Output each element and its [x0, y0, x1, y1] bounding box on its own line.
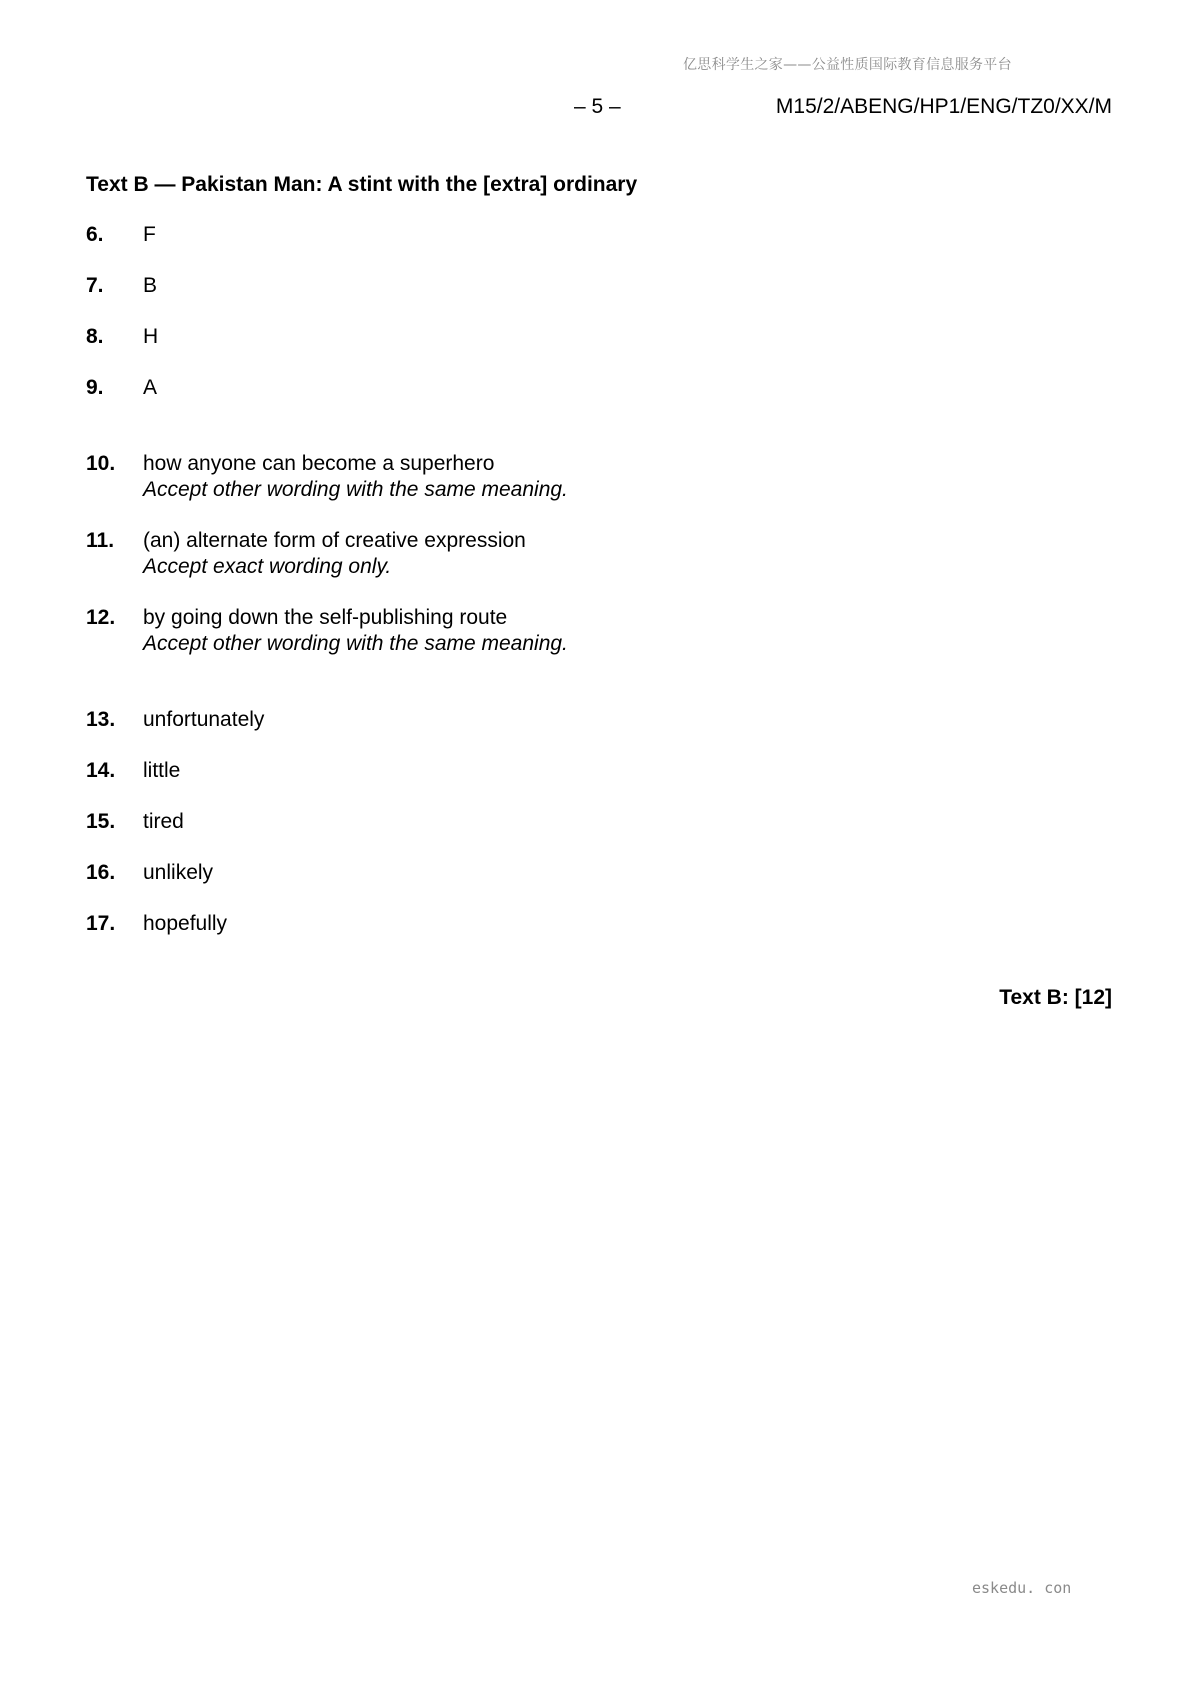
- answer-text: by going down the self-publishing route: [143, 606, 508, 629]
- question-number: 8.: [86, 325, 104, 348]
- answer-body: [143, 528, 1106, 580]
- answer-item: [86, 222, 1106, 248]
- question-number: 15.: [86, 810, 116, 833]
- answer-body: [143, 605, 1106, 657]
- answer-item: [86, 809, 1106, 835]
- answer-text: hopefully: [143, 912, 228, 935]
- answer-item: [86, 375, 1106, 401]
- answer-item: [86, 273, 1106, 299]
- section-heading: Text B — Pakistan Man: A stint with the [extra] ordinary: [86, 173, 638, 196]
- page-number: – 5 –: [574, 95, 621, 118]
- question-number: 17.: [86, 912, 116, 935]
- marking-note: Accept exact wording only.: [143, 555, 392, 578]
- answer-text: (an) alternate form of creative expression: [143, 529, 526, 552]
- question-number: 6.: [86, 223, 104, 246]
- question-number: 16.: [86, 861, 116, 884]
- watermark-top: 亿思科学生之家——公益性质国际教育信息服务平台: [683, 57, 1012, 73]
- answer-text: A: [143, 376, 158, 399]
- answer-text: unlikely: [143, 861, 214, 884]
- question-number: 14.: [86, 759, 116, 782]
- answer-item: [86, 605, 1106, 657]
- answer-text: unfortunately: [143, 708, 265, 731]
- answer-text: tired: [143, 810, 184, 833]
- question-number: 12.: [86, 606, 116, 629]
- answer-body: [143, 451, 1106, 503]
- question-number: 9.: [86, 376, 104, 399]
- answer-item: [86, 324, 1106, 350]
- exam-code: M15/2/ABENG/HP1/ENG/TZ0/XX/M: [775, 95, 1112, 118]
- answer-text: H: [143, 325, 159, 348]
- answer-text: B: [143, 274, 158, 297]
- answer-item: [86, 911, 1106, 937]
- answer-text: F: [143, 223, 156, 246]
- question-number: 10.: [86, 452, 116, 475]
- question-number: 11.: [86, 529, 115, 552]
- answer-item: [86, 707, 1106, 733]
- marking-note: Accept other wording with the same meaning.: [143, 478, 568, 501]
- watermark-bottom: eskedu. con: [972, 1579, 1072, 1597]
- question-number: 7.: [86, 274, 104, 297]
- answer-list: [86, 222, 1106, 937]
- answer-item: [86, 451, 1106, 503]
- question-number: 13.: [86, 708, 116, 731]
- answer-text: little: [143, 759, 181, 782]
- answer-item: [86, 860, 1106, 886]
- section-total: Text B: [12]: [999, 986, 1112, 1009]
- answer-text: how anyone can become a superhero: [143, 452, 495, 475]
- marking-note: Accept other wording with the same meaning.: [143, 632, 568, 655]
- answer-item: [86, 758, 1106, 784]
- answer-item: [86, 528, 1106, 580]
